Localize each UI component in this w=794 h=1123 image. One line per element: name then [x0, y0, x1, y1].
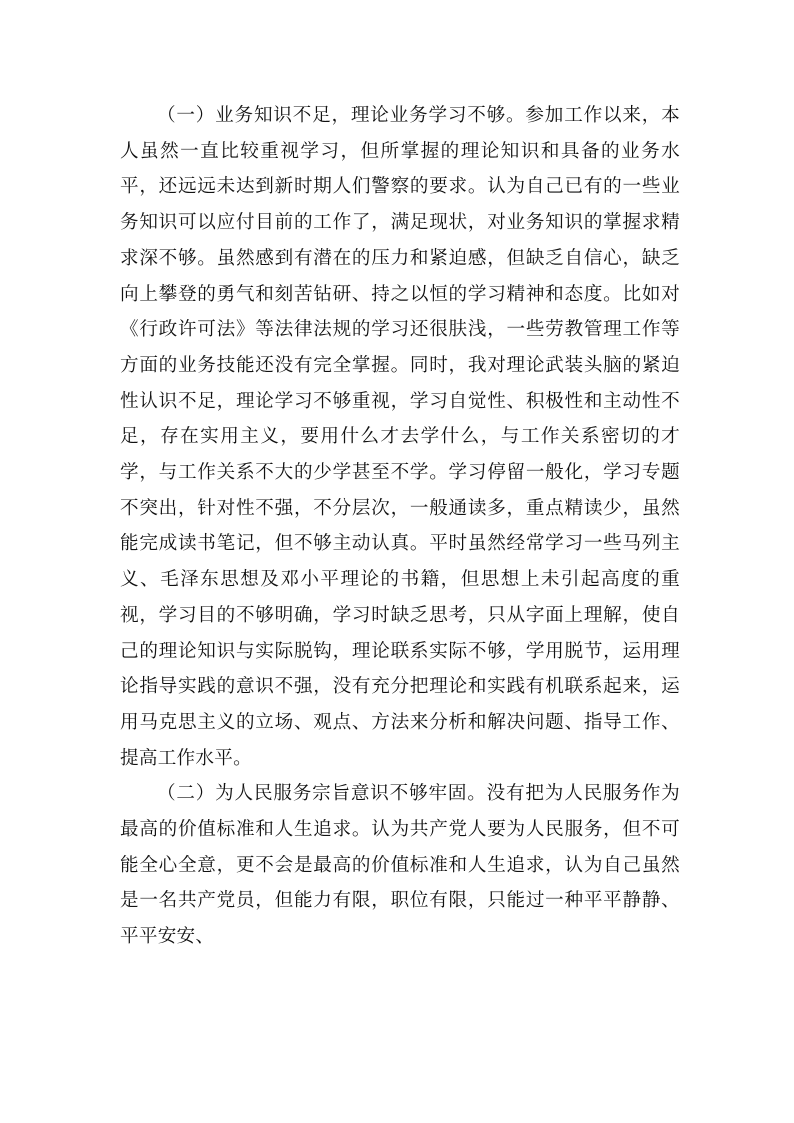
document-body: [120, 98, 680, 955]
paragraph-service-awareness: （二）为人民服务宗旨意识不够牢固。没有把为人民服务作为最高的价值标准和人生追求。认为共产党人要为人民服务，但不可能全心全意，更不会是最高的价值标准和人生追求，认为自己虽然是一名共产党员，但能力有限，职位有限，只能过一种平平静静、平平安安、: [120, 783, 680, 948]
paragraph-business-knowledge: （一）业务知识不足，理论业务学习不够。参加工作以来，本人虽然一直比较重视学习，但所掌握的理论知识和具备的业务水平，还远远未达到新时期人们警察的要求。认为自己已有的一些业务知识可以应付目前的工作了，满足现状，对业务知识的掌握求精求深不够。虽然感到有潜在的压力和紧迫感，但缺乏自信心，缺乏向上攀登的勇气和刻苦钻研、持之以恒的学习精神和态度。比如对《行政许可法》等法律法规的学习还很肤浅，一些劳教管理工作等方面的业务技能还没有完全掌握。同时，我对理论武装头脑的紧迫性认识不足，理论学习不够重视，学习自觉性、积极性和主动性不足，存在实用主义，要用什么才去学什么，与工作关系密切的才学，与工作关系不大的少学甚至不学。学习停留一般化，学习专题不突出，针对性不强，不分层次，一般通读多，重点精读少，虽然能完成读书笔记，但不够主动认真。平时虽然经常学习一些马列主义、毛泽东思想及邓小平理论的书籍，但思想上未引起高度的重视，学习目的不够明确，学习时缺乏思考，只从字面上理解，使自己的理论知识与实际脱钩，理论联系实际不够，学用脱节，运用理论指导实践的意识不强，没有充分把理论和实践有机联系起来，运用马克思主义的立场、观点、方法来分析和解决问题、指导工作、提高工作水平。: [120, 105, 680, 769]
